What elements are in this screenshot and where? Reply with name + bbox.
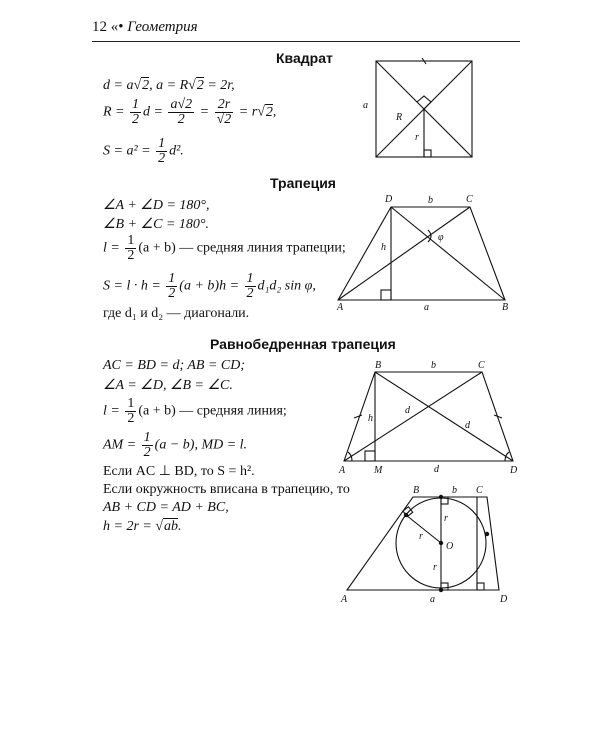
iso-formula-1: AC = BD = d; AB = CD; (103, 358, 246, 373)
circ-label-a: a (430, 594, 435, 605)
side-tick (354, 415, 362, 418)
iso-label-C: C (478, 360, 485, 371)
trap-label-D: D (385, 194, 393, 205)
trap-formula-4: S = l · h = $\frac{1}{2}$ (a + b)h = $\frac{1}{2}$ d₁d₂ sin φ, (103, 271, 316, 301)
iso-formula-2: ∠A = ∠D, ∠B = ∠C. (103, 378, 233, 393)
circ-label-B: B (413, 485, 420, 496)
square-label-r: r (415, 132, 419, 143)
tangent-point (485, 532, 489, 536)
iso-label-d: d (434, 464, 439, 475)
circ-label-C: C (476, 485, 483, 496)
trap-label-phi: φ (438, 232, 444, 243)
iso-diagonal-1 (344, 372, 482, 461)
right-angle-mark (477, 583, 484, 590)
trap-label-h: h (381, 242, 386, 253)
circ-label-A: A (341, 594, 348, 605)
isosceles-heading: Равнобедренная трапеция (210, 336, 396, 352)
trapezoid-heading: Трапеция (270, 175, 336, 191)
circ-label-r2: r (419, 531, 423, 542)
iso-formula-3: l = $\frac{1}{2}$ (a + b) — средняя линия; (103, 396, 287, 426)
iso-label-d1: d (405, 405, 410, 416)
trap-label-C: C (466, 194, 473, 205)
right-angle-mark (381, 290, 391, 300)
square-formula-2: R = $\frac{1}{2}$ d = $\frac{a√2}{2}$ = $\frac{2r}{√2}$ = r√2, (103, 97, 277, 127)
square-figure (376, 58, 472, 157)
tangential-trapezoid-shape (347, 497, 499, 590)
trap-formula-5: где d₁ и d₂ — диагонали. (103, 306, 250, 321)
trapezoid-figure (338, 207, 505, 300)
square-formula-1: d = a√2, a = R√2 = 2r, (103, 78, 235, 93)
trapezoid-diagonal-1 (338, 207, 470, 300)
right-angle-mark (424, 150, 431, 157)
iso-label-A: A (339, 465, 346, 476)
radius-to-tangent (406, 515, 441, 543)
trap-label-b: b (428, 195, 433, 206)
iso-label-b: b (431, 360, 436, 371)
circ-label-r3: r (433, 562, 437, 573)
tangent-point (439, 588, 443, 592)
circ-label-r1: r (444, 513, 448, 524)
circ-label-D: D (500, 594, 508, 605)
circ-label-b: b (452, 485, 457, 496)
circle-trapezoid-figure (347, 497, 499, 590)
trap-label-B: B (502, 302, 509, 313)
iso-formula-6: Если окружность вписана в трапецию, то (103, 482, 350, 497)
right-angle-mark (417, 96, 431, 109)
square-label-a: a (363, 100, 368, 111)
iso-diagonal-2 (375, 372, 513, 461)
trap-formula-1: ∠A + ∠D = 180°, (103, 198, 210, 213)
iso-label-B: B (375, 360, 382, 371)
tangent-point (439, 495, 443, 499)
circ-label-O: O (446, 541, 454, 552)
page-number: 12 (92, 19, 107, 35)
iso-formula-8: h = 2r = √ab. (103, 519, 182, 534)
tangent-point (404, 513, 408, 517)
square-heading: Квадрат (276, 50, 333, 66)
iso-label-h: h (368, 413, 373, 424)
right-angle-mark (365, 451, 375, 461)
trap-label-A: A (337, 302, 344, 313)
center-point (439, 541, 443, 545)
iso-formula-7: AB + CD = AD + BC, (103, 500, 229, 515)
iso-label-M: M (374, 465, 383, 476)
square-label-R: R (396, 112, 403, 123)
trap-label-a: a (424, 302, 429, 313)
square-formula-3: S = a² = $\frac{1}{2}$ d². (103, 136, 184, 166)
trapezoid-shape (338, 207, 505, 300)
running-title: Геометрия (127, 19, 198, 35)
iso-formula-5: Если AC ⊥ BD, то S = h². (103, 464, 255, 479)
chevrons-icon: «• (110, 19, 124, 35)
trap-formula-2: ∠B + ∠C = 180°. (103, 217, 209, 232)
iso-label-D: D (510, 465, 518, 476)
iso-label-d2: d (465, 420, 470, 431)
trap-formula-3: l = $\frac{1}{2}$ (a + b) — средняя линия трапеции; (103, 233, 346, 263)
iso-formula-4: AM = $\frac{1}{2}$ (a − b), MD = l. (103, 430, 248, 460)
